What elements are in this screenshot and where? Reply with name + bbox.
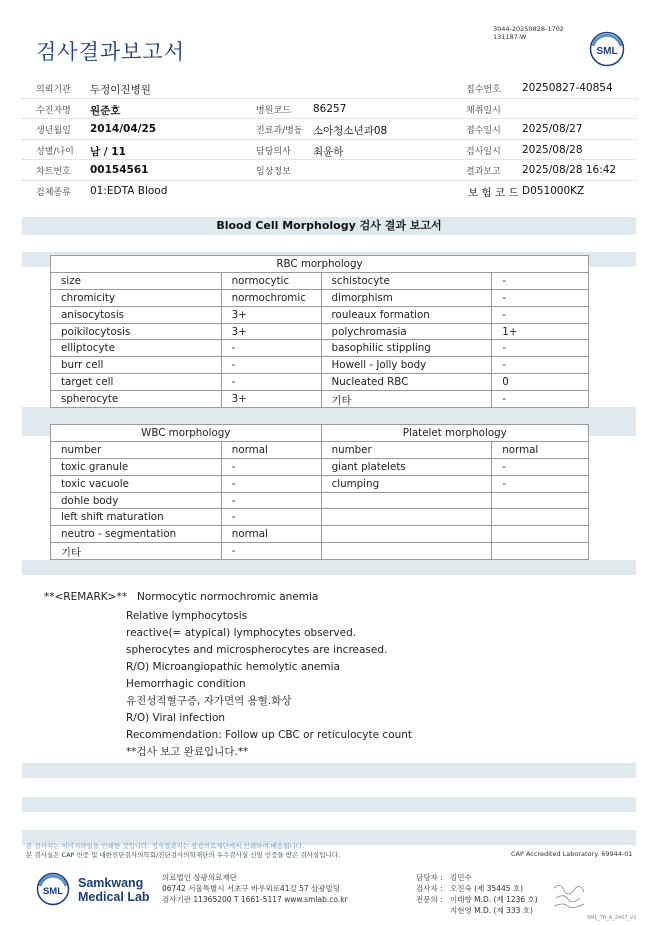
item-name-cell: polychromasia — [321, 323, 492, 340]
document-id-line2: 131187-W — [493, 33, 527, 41]
svg-text:SML: SML — [596, 46, 618, 57]
item-result-cell — [492, 492, 589, 509]
table-row — [51, 306, 589, 323]
footer-address — [162, 872, 348, 905]
item-name-cell: size — [51, 272, 222, 289]
item-name-cell — [321, 526, 492, 543]
collection-date-label: 채취일시 — [466, 105, 501, 116]
receipt-no-value: 20250827-40854 — [522, 82, 613, 94]
hospital-code-label: 병원코드 — [256, 105, 291, 116]
specialist-label: 전문의 : — [416, 895, 443, 904]
specimen-value: 01:EDTA Blood — [90, 184, 168, 197]
remark-line: spherocytes and microspherocytes are increased. — [126, 644, 388, 656]
brand-name-line2: Medical Lab — [78, 890, 150, 904]
item-result-cell: normocytic — [221, 272, 321, 289]
info-row-4 — [22, 140, 636, 161]
band — [22, 797, 636, 812]
address-line3: 검사기관 11365200 T 1661-5117 www.smlab.co.kr — [162, 895, 348, 904]
table-row — [51, 458, 589, 475]
item-result-cell: 1+ — [492, 323, 589, 340]
item-result-cell: - — [492, 475, 589, 492]
item-name-cell: dimorphism — [321, 289, 492, 306]
cap-accreditation: CAP Accredited Laboratory. 69944-01 — [511, 850, 633, 858]
rbc-table-body — [51, 272, 589, 407]
footer-brand — [78, 876, 150, 904]
item-result-cell: - — [221, 492, 321, 509]
receipt-date-label: 접수일시 — [466, 126, 501, 136]
platelet-heading: Platelet morphology — [321, 425, 588, 442]
chart-no-value: 00154561 — [90, 164, 149, 176]
item-name-cell: basophilic stippling — [321, 340, 492, 357]
report-date-value: 2025/08/28 16:42 — [522, 164, 617, 176]
sex-age-label: 성별/나이 — [36, 146, 74, 157]
item-name-cell: clumping — [321, 475, 492, 492]
table-row — [51, 340, 589, 357]
remark-label: **<REMARK>** — [44, 591, 127, 603]
test-date-value: 2025/08/28 — [522, 143, 583, 156]
item-name-cell: 기타 — [321, 391, 492, 408]
item-result-cell: - — [492, 458, 589, 475]
info-row-2 — [22, 99, 636, 120]
item-name-cell — [321, 543, 492, 560]
band — [22, 560, 636, 575]
info-row-1 — [22, 78, 636, 99]
item-result-cell: normal — [221, 526, 321, 543]
wbc-table-body — [51, 441, 589, 559]
remark-line: R/O) Microangiopathic hemolytic anemia — [126, 661, 340, 673]
table-row — [51, 475, 589, 492]
table-row — [51, 357, 589, 374]
table-row — [51, 526, 589, 543]
item-result-cell: - — [221, 340, 321, 357]
form-code: SML_TR_A_2407_V1 — [587, 915, 637, 921]
item-result-cell: normochromic — [221, 289, 321, 306]
item-name-cell: burr cell — [51, 357, 222, 374]
item-result-cell — [492, 509, 589, 526]
report-title: Blood Cell Morphology 검사 결과 보고서 — [22, 217, 636, 235]
doctor-label: 담당의사 — [256, 146, 291, 157]
table-row — [51, 289, 589, 306]
table-row — [51, 374, 589, 391]
wbc-heading: WBC morphology — [51, 425, 322, 442]
remark-line: 유전성적혈구증, 자가면역 용혈.화상 — [126, 695, 292, 707]
item-name-cell: schistocyte — [321, 272, 492, 289]
item-result-cell: - — [221, 357, 321, 374]
item-name-cell: chromicity — [51, 289, 222, 306]
remark-line: Recommendation: Follow up CBC or reticulocyte count — [126, 729, 413, 741]
address-line2: 06742 서울특별시 서초구 바우뫼로41길 57 삼광빌딩 — [162, 884, 341, 893]
test-date-label: 검사일시 — [466, 146, 501, 157]
item-result-cell — [492, 526, 589, 543]
specialist-value-1: 이태향 M.D. (제 1236 호) — [450, 895, 538, 904]
document-id-line1: 3044-20250828-1702 — [493, 25, 564, 33]
remark-line: Relative lymphocytosis — [126, 610, 248, 622]
clinical-label: 임상정보 — [256, 167, 291, 177]
insurance-value: D051000KZ — [522, 184, 585, 197]
item-name-cell: 기타 — [51, 543, 222, 560]
item-name-cell: target cell — [51, 374, 222, 391]
item-result-cell: - — [221, 543, 321, 560]
birth-value: 2014/04/25 — [90, 123, 157, 135]
sml-logo-icon — [589, 31, 625, 67]
table-row — [51, 323, 589, 340]
item-name-cell: dohle body — [51, 492, 222, 509]
patient-info — [22, 78, 636, 201]
item-result-cell: - — [221, 475, 321, 492]
item-name-cell — [321, 492, 492, 509]
item-name-cell: giant platelets — [321, 458, 492, 475]
item-name-cell — [321, 509, 492, 526]
dept-label: 진료과/병동 — [256, 126, 303, 136]
tester-label: 검사자 : — [416, 884, 443, 893]
footer-staff — [416, 872, 538, 916]
item-name-cell: spherocyte — [51, 391, 222, 408]
info-row-6 — [22, 181, 636, 202]
item-result-cell: - — [221, 374, 321, 391]
remark-line: **검사 보고 완료입니다.** — [126, 746, 249, 758]
band — [22, 763, 636, 778]
table-header-row — [51, 256, 589, 273]
manager-label: 담당자 : — [416, 873, 443, 882]
item-result-cell: - — [492, 391, 589, 408]
remark-line: Hemorrhagic condition — [126, 678, 246, 690]
patient-name-label: 수진자명 — [36, 105, 71, 116]
item-result-cell: - — [492, 340, 589, 357]
item-result-cell: - — [221, 509, 321, 526]
brand-name-line1: Samkwang — [78, 876, 144, 890]
document-id — [493, 25, 564, 41]
remark-line: R/O) Viral infection — [126, 712, 226, 724]
image-print-notice: 본 검사지는 이미지파일을 인쇄한 것입니다. 정식결과지는 삼광의료재단에서 인쇄하여 배송됩니다. — [26, 842, 305, 850]
insurance-label: 보 험 코 드 — [468, 186, 519, 199]
info-row-3 — [22, 119, 636, 140]
table-row — [51, 492, 589, 509]
item-name-cell: anisocytosis — [51, 306, 222, 323]
remark-first-line: Normocytic normochromic anemia — [136, 591, 319, 603]
certification-notice: 본 검사실은 CAP 인증 및 대한진단검사의학회/진단검사의학재단의 우수검사실 신임 인증을 받은 검사실입니다. — [26, 851, 341, 859]
address-line1: 의료법인 삼광의료재단 — [162, 873, 237, 882]
info-row-5 — [22, 160, 636, 181]
item-result-cell: - — [492, 357, 589, 374]
page-title: 검사결과보고서 — [36, 40, 186, 64]
tester-value: 오진숙 (제 35445 호) — [450, 884, 524, 893]
remark — [44, 591, 318, 603]
table-row — [51, 391, 589, 408]
table-row — [51, 272, 589, 289]
hospital-label: 의뢰기관 — [36, 85, 71, 95]
item-name-cell: number — [321, 441, 492, 458]
svg-text:SML: SML — [42, 886, 64, 897]
item-name-cell: toxic granule — [51, 458, 222, 475]
birth-label: 생년월일 — [36, 126, 71, 136]
patient-name-value: 원준호 — [90, 104, 121, 117]
item-name-cell: Howell - Jolly body — [321, 357, 492, 374]
item-result-cell — [492, 543, 589, 560]
item-name-cell: poikilocytosis — [51, 323, 222, 340]
item-name-cell: rouleaux formation — [321, 306, 492, 323]
item-result-cell: normal — [221, 441, 321, 458]
item-result-cell: - — [492, 272, 589, 289]
item-result-cell: 3+ — [221, 306, 321, 323]
item-name-cell: neutro - segmentation — [51, 526, 222, 543]
wbc-platelet-morphology-table — [50, 424, 589, 560]
sml-footer-logo-icon — [36, 872, 70, 906]
item-result-cell: - — [221, 458, 321, 475]
manager-value: 김민수 — [450, 873, 472, 882]
item-result-cell: 3+ — [221, 391, 321, 408]
table-row — [51, 543, 589, 560]
hospital-value: 두정이진병원 — [90, 84, 151, 96]
remark-lines — [126, 608, 412, 761]
signature-icon — [552, 880, 588, 910]
chart-no-label: 차트번호 — [36, 167, 71, 177]
hospital-code-value: 86257 — [313, 102, 347, 115]
rbc-heading: RBC morphology — [51, 256, 589, 273]
remark-line: reactive(= atypical) lymphocytes observed. — [126, 627, 357, 639]
item-result-cell: - — [492, 289, 589, 306]
item-name-cell: number — [51, 441, 222, 458]
item-name-cell: toxic vacuole — [51, 475, 222, 492]
item-result-cell: 0 — [492, 374, 589, 391]
item-name-cell: left shift maturation — [51, 509, 222, 526]
item-result-cell: normal — [492, 441, 589, 458]
report-date-label: 결과보고 — [466, 167, 501, 177]
table-row — [51, 509, 589, 526]
rbc-morphology-table — [50, 255, 589, 408]
item-result-cell: - — [492, 306, 589, 323]
item-name-cell: Nucleated RBC — [321, 374, 492, 391]
item-name-cell: elliptocyte — [51, 340, 222, 357]
receipt-no-label: 접수번호 — [466, 85, 501, 95]
specimen-label: 검체종류 — [36, 187, 71, 198]
doctor-value: 최윤하 — [313, 145, 344, 158]
specialist-value-2: 지현영 M.D. (제 333 호) — [450, 906, 533, 915]
table-row — [51, 441, 589, 458]
table-header-row — [51, 425, 589, 442]
receipt-date-value: 2025/08/27 — [522, 123, 583, 135]
item-result-cell: 3+ — [221, 323, 321, 340]
band — [22, 407, 636, 422]
dept-value: 소아청소년과08 — [313, 125, 388, 137]
sex-age-value: 남 / 11 — [90, 145, 126, 158]
